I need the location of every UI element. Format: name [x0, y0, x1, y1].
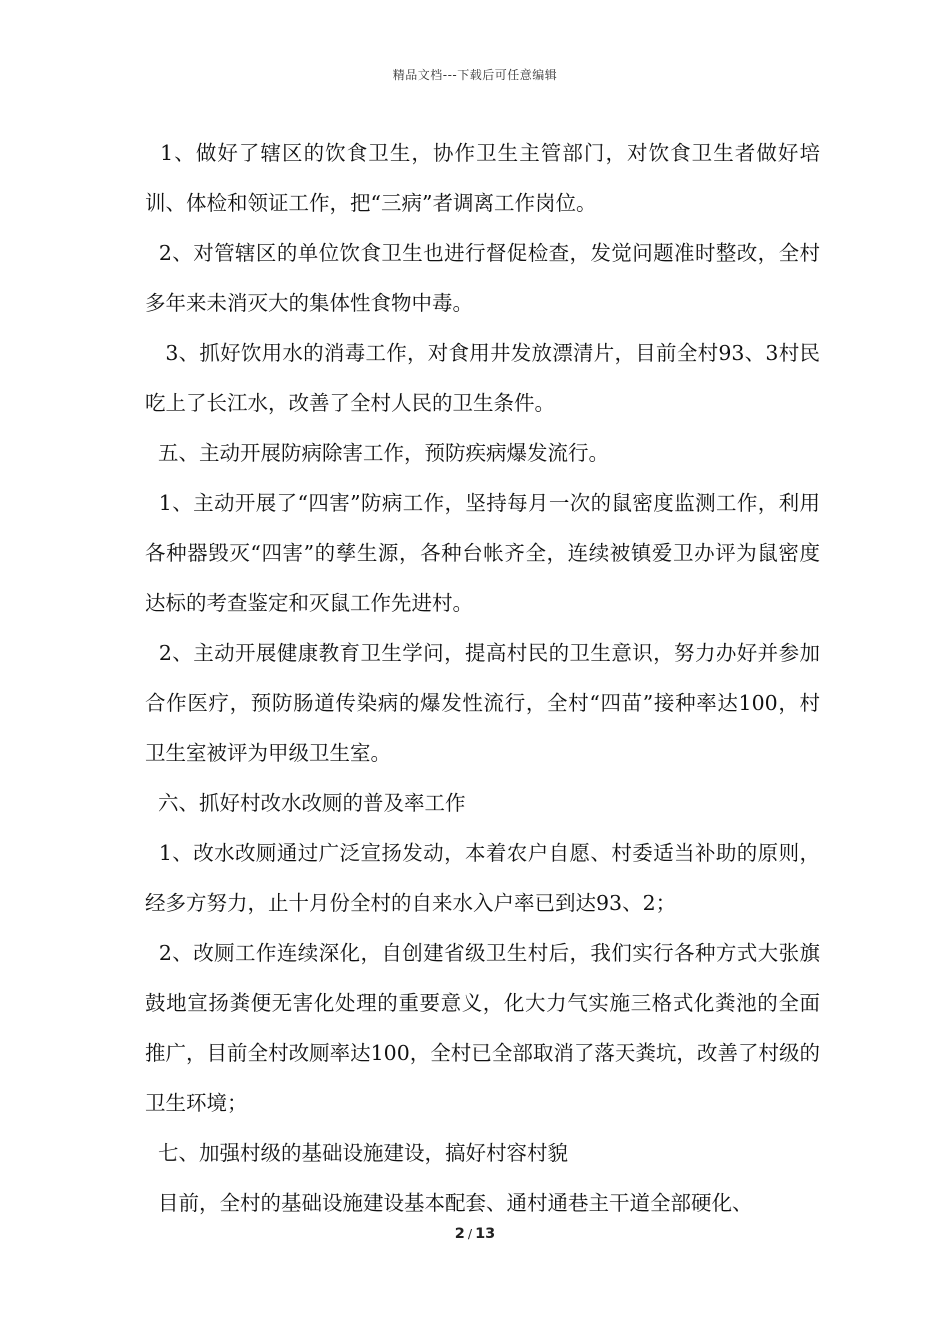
- paragraph-1: 1、做好了辖区的饮食卫生，协作卫生主管部门，对饮食卫生者做好培训、体检和领证工作，把“三病”者调离工作岗位。: [145, 141, 820, 215]
- paragraph-5: 2、主动开展健康教育卫生学问，提高村民的卫生意识，努力办好并参加合作医疗，预防肠道传染病的爆发性流行，全村“四苗”接种率达100，村卫生室被评为甲级卫生室。: [145, 641, 820, 765]
- paragraph-2: 2、对管辖区的单位饮食卫生也进行督促检查，发觉问题准时整改，全村多年来未消灭大的集体性食物中毒。: [145, 241, 820, 315]
- section-heading-6: 六、抓好村改水改厕的普及率工作: [145, 791, 466, 815]
- paragraph-6: 1、改水改厕通过广泛宣扬发动，本着农户自愿、村委适当补助的原则，经多方努力，止十月份全村的自来水入户率已到达93、2；: [145, 841, 820, 915]
- page-separator: /: [467, 1226, 473, 1241]
- paragraph-8: 目前，全村的基础设施建设基本配套、通村通巷主干道全部硬化、: [145, 1191, 753, 1215]
- paragraph-3: 3、抓好饮用水的消毒工作，对食用井发放漂清片，目前全村93、3村民吃上了长江水，改善了全村人民的卫生条件。: [145, 341, 820, 415]
- section-heading-7: 七、加强村级的基础设施建设，搞好村容村貌: [145, 1141, 569, 1165]
- current-page-number: 2: [454, 1226, 465, 1242]
- document-body: [145, 128, 820, 1228]
- paragraph-7: 2、改厕工作连续深化，自创建省级卫生村后，我们实行各种方式大张旗鼓地宣扬粪便无害化处理的重要意义，化大力气实施三格式化粪池的全面推广，目前全村改厕率达100，全村已全部取消了落天粪坑，改善了村级的卫生环境；: [145, 941, 820, 1115]
- page-number: [0, 1226, 950, 1242]
- total-pages-number: 13: [475, 1226, 496, 1242]
- section-heading-5: 五、主动开展防病除害工作，预防疾病爆发流行。: [145, 441, 610, 465]
- page-header: 精品文档---下载后可任意编辑: [392, 68, 558, 82]
- paragraph-4: 1、主动开展了“四害”防病工作，坚持每月一次的鼠密度监测工作，利用各种器毁灭“四害”的孳生源，各种台帐齐全，连续被镇爱卫办评为鼠密度达标的考查鉴定和灭鼠工作先进村。: [145, 491, 820, 615]
